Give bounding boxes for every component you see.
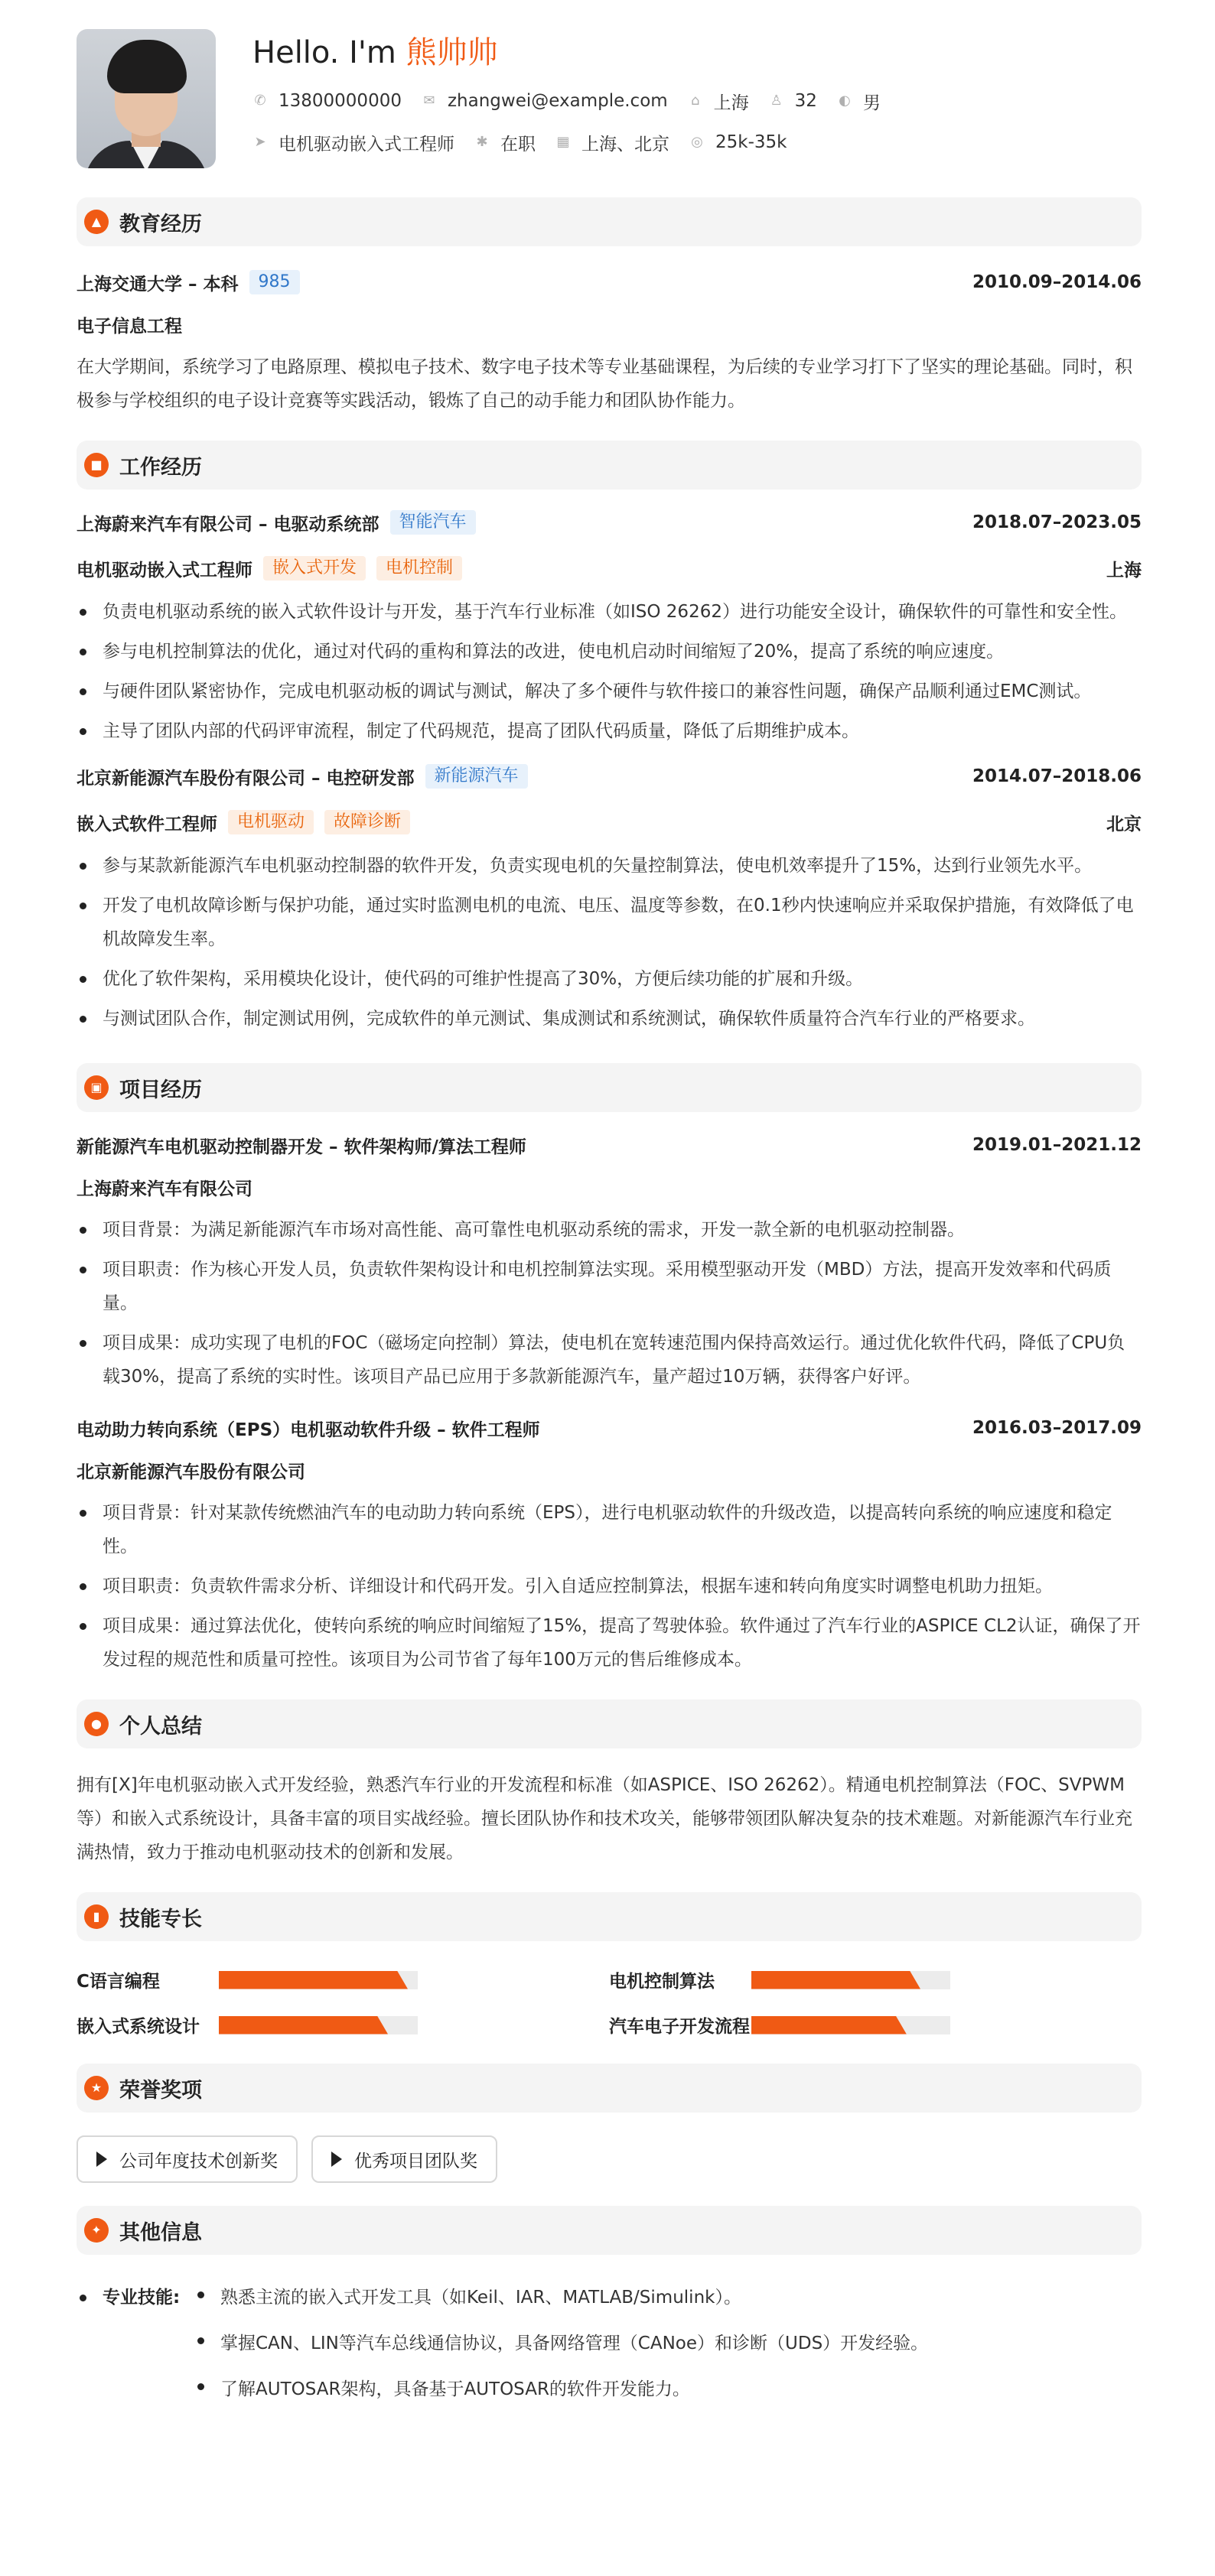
position-text: 电机驱动嵌入式工程师 [279,134,454,154]
home-icon: ⌂ [690,93,700,109]
section-projects [77,1063,1142,1112]
industry-tag: 新能源汽车 [425,764,528,789]
awards-list [77,2135,1142,2183]
work-bullet: 主导了团队内部的代码评审流程，制定了代码规范，提高了团队代码质量，降低了后期维护成本。 [77,714,1142,748]
salary-item [689,132,787,152]
project-item [77,1413,1142,1677]
project-bullet: 项目成果：通过算法优化，使转向系统的响应时间缩短了15%，提高了驾驶体验。软件通过了汽车行业的ASPICE CL2认证，确保了开发过程的规范性和质量可控性。该项目为公司节省了每年100万元的售后维修成本。 [77,1609,1142,1677]
bar-chart-icon: ▮ [84,1904,109,1929]
project-name: 电动助力转向系统（EPS）电机驱动软件升级 – 软件工程师 [77,1420,540,1440]
position-item [252,130,454,155]
section-title: 个人总结 [119,1714,202,1738]
project-bullet: 项目成果：成功实现了电机的FOC（磁场定向控制）算法，使电机在宽转速范围内保持高效运行。通过优化软件代码，降低了CPU负载30%，提高了系统的实时性。该项目产品已应用于多款新能源汽车，量产超过10万辆，获得客户好评。 [77,1326,1142,1394]
section-other [77,2206,1142,2255]
target-city-item [555,130,669,155]
section-title: 教育经历 [119,212,202,236]
info-icon: ✦ [84,2218,109,2243]
summary-text: 拥有[X]年电机驱动嵌入式开发经验，熟悉汽车行业的开发流程和标准（如ASPICE、ISO 26262）。精通电机控制算法（FOC、SVPWM等）和嵌入式系统设计，具备丰富的项目实战经验。擅长团队协作和技术攻关，能够带领团队解决复杂的技术难题。对新能源汽车行业充满热情，致力于推动电机驱动技术的创新和发展。 [77,1775,1132,1862]
person-icon: ● [84,1712,109,1736]
project-company: 上海蔚来汽车有限公司 [77,1179,252,1199]
work-bullet: 参与某款新能源汽车电机驱动控制器的软件开发，负责实现电机的矢量控制算法，使电机效率提升了15%，达到行业领先水平。 [77,849,1142,883]
work-item [77,762,1142,1036]
greeting-title: Hello. I'm 熊帅帅 [252,35,498,70]
skill-bar [219,1971,418,1989]
phone-text: 13800000000 [279,91,402,111]
skill-tag: 电机驱动 [228,810,314,834]
cake-icon: ♙ [770,93,783,109]
skill-bar-fill [219,2016,388,2034]
skill-bar-fill [751,2016,907,2034]
skill-name: 电机控制算法 [609,1972,715,1992]
city-text: 上海 [713,93,749,113]
work-bullet: 与硬件团队紧密协作，完成电机驱动板的调试与测试，解决了多个硬件与软件接口的兼容性问题，确保产品顺利通过EMC测试。 [77,675,1142,708]
other-item: 掌握CAN、LIN等汽车总线通信协议，具备网络管理（CANoe）和诊断（UDS）开发经验。 [194,2324,928,2363]
status-icon: ✱ [476,134,488,150]
other-label: 专业技能: [77,2278,194,2415]
work-bullet: 开发了电机故障诊断与保护功能，通过实时监测电机的电流、电压、温度等参数，在0.1秒内快速响应并采取保护措施，有效降低了电机故障发生率。 [77,889,1142,956]
skill-item [77,2012,609,2038]
age-item [769,91,817,111]
project-bullet: 项目背景：为满足新能源汽车市场对高性能、高可靠性电机驱动系统的需求，开发一款全新的电机驱动控制器。 [77,1213,1142,1247]
section-title: 技能专长 [119,1907,202,1931]
section-work [77,441,1142,490]
work-location: 北京 [1106,814,1142,834]
skill-bar-fill [219,1971,408,1989]
skill-tag: 故障诊断 [324,810,410,834]
gender-item [837,89,881,114]
skill-name: 汽车电子开发流程 [609,2017,750,2037]
award-label: 优秀项目团队奖 [354,2151,477,2171]
briefcase-icon: ■ [84,453,109,477]
work-date: 2018.07–2023.05 [972,512,1142,532]
school-tag: 985 [249,270,300,294]
skill-item [609,1967,1142,1992]
section-skills [77,1892,1142,1941]
company-name: 北京新能源汽车股份有限公司 – 电控研发部 [77,768,415,789]
award-item [77,2135,298,2183]
project-bullet: 项目背景：针对某款传统燃油汽车的电动助力转向系统（EPS），进行电机驱动软件的升级改造，以提高转向系统的响应速度和稳定性。 [77,1496,1142,1563]
project-bullet: 项目职责：作为核心开发人员，负责软件架构设计和电机控制算法实现。采用模型驱动开发（MBD）方法，提高开发效率和代码质量。 [77,1253,1142,1320]
education-date: 2010.09–2014.06 [972,272,1142,292]
profile-header [77,29,1142,174]
grid-icon: ▣ [84,1075,109,1100]
work-bullet: 与测试团队合作，制定测试用例，完成软件的单元测试、集成测试和系统测试，确保软件质量符合汽车行业的严格要求。 [77,1002,1142,1036]
major: 电子信息工程 [77,317,182,337]
coin-icon: ◎ [691,134,703,150]
skill-bar-fill [751,1971,920,1989]
skill-bar [219,2016,418,2034]
work-bullet: 优化了软件架构，采用模块化设计，使代码的可维护性提高了30%，方便后续功能的扩展和升级。 [77,962,1142,996]
section-awards [77,2064,1142,2113]
other-item: 熟悉主流的嵌入式开发工具（如Keil、IAR、MATLAB/Simulink）。 [194,2278,928,2317]
project-date: 2019.01–2021.12 [972,1135,1142,1155]
email-text: zhangwei@example.com [447,91,668,111]
send-icon: ➤ [254,134,266,150]
industry-tag: 智能汽车 [390,510,476,535]
section-title: 荣誉奖项 [119,2078,202,2103]
project-item [77,1130,1142,1394]
skill-tag: 嵌入式开发 [263,556,366,581]
status-item [474,130,536,155]
building-icon: ▦ [556,134,570,150]
role-name: 电机驱动嵌入式工程师 [77,560,252,581]
city-item [688,89,749,114]
section-education [77,197,1142,246]
play-icon [96,2152,107,2167]
project-date: 2016.03–2017.09 [972,1418,1142,1438]
skill-item [77,1967,609,1992]
target-city-text: 上海、北京 [581,134,669,154]
education-desc: 在大学期间，系统学习了电路原理、模拟电子技术、数字电子技术等专业基础课程，为后续的专业学习打下了坚实的理论基础。同时，积极参与学校组织的电子设计竞赛等实践活动，锻炼了自己的动手能力和团队协作能力。 [77,357,1132,411]
project-name: 新能源汽车电机驱动控制器开发 – 软件架构师/算法工程师 [77,1137,526,1157]
section-title: 工作经历 [119,455,202,480]
work-location: 上海 [1106,560,1142,581]
other-info [77,2278,1142,2415]
other-item: 了解AUTOSAR架构，具备基于AUTOSAR的软件开发能力。 [194,2369,928,2409]
work-date: 2014.07–2018.06 [972,766,1142,786]
gender-icon: ◐ [839,93,851,109]
work-bullet: 负责电机驱动系统的嵌入式软件设计与开发，基于汽车行业标准（如ISO 26262）进行功能安全设计，确保软件的可靠性和安全性。 [77,595,1142,629]
graduation-cap-icon: ▲ [84,210,109,234]
status-text: 在职 [500,134,536,154]
skill-name: C语言编程 [77,1972,160,1992]
work-item [77,508,1142,748]
gender-text: 男 [862,93,881,113]
section-title: 其他信息 [119,2220,202,2245]
work-bullet: 参与电机控制算法的优化，通过对代码的重构和算法的改进，使电机启动时间缩短了20%，提高了系统的响应速度。 [77,635,1142,668]
section-title: 项目经历 [119,1078,202,1102]
award-label: 公司年度技术创新奖 [119,2151,278,2171]
phone-icon: ✆ [254,93,266,109]
award-icon: ★ [84,2076,109,2100]
section-summary [77,1699,1142,1748]
avatar [77,29,216,168]
skill-bar [751,2016,950,2034]
skill-bar [751,1971,950,1989]
skills-grid [77,1967,1142,2038]
skill-item [609,2012,1142,2038]
project-bullet: 项目职责：负责软件需求分析、详细设计和代码开发。引入自适应控制算法，根据车速和转向角度实时调整电机助力扭矩。 [77,1569,1142,1603]
award-item [311,2135,497,2183]
candidate-name: 熊帅帅 [406,35,498,70]
role-name: 嵌入式软件工程师 [77,814,217,834]
skill-name: 嵌入式系统设计 [77,2017,200,2037]
phone-item [252,91,402,111]
school-name: 上海交通大学 – 本科 [77,274,239,294]
project-company: 北京新能源汽车股份有限公司 [77,1462,305,1482]
skill-tag: 电机控制 [376,556,462,581]
company-name: 上海蔚来汽车有限公司 – 电驱动系统部 [77,514,379,535]
play-icon [331,2152,342,2167]
age-text: 32 [794,91,817,111]
email-item [422,91,668,111]
mail-icon: ✉ [423,93,435,109]
salary-text: 25k-35k [715,132,787,152]
